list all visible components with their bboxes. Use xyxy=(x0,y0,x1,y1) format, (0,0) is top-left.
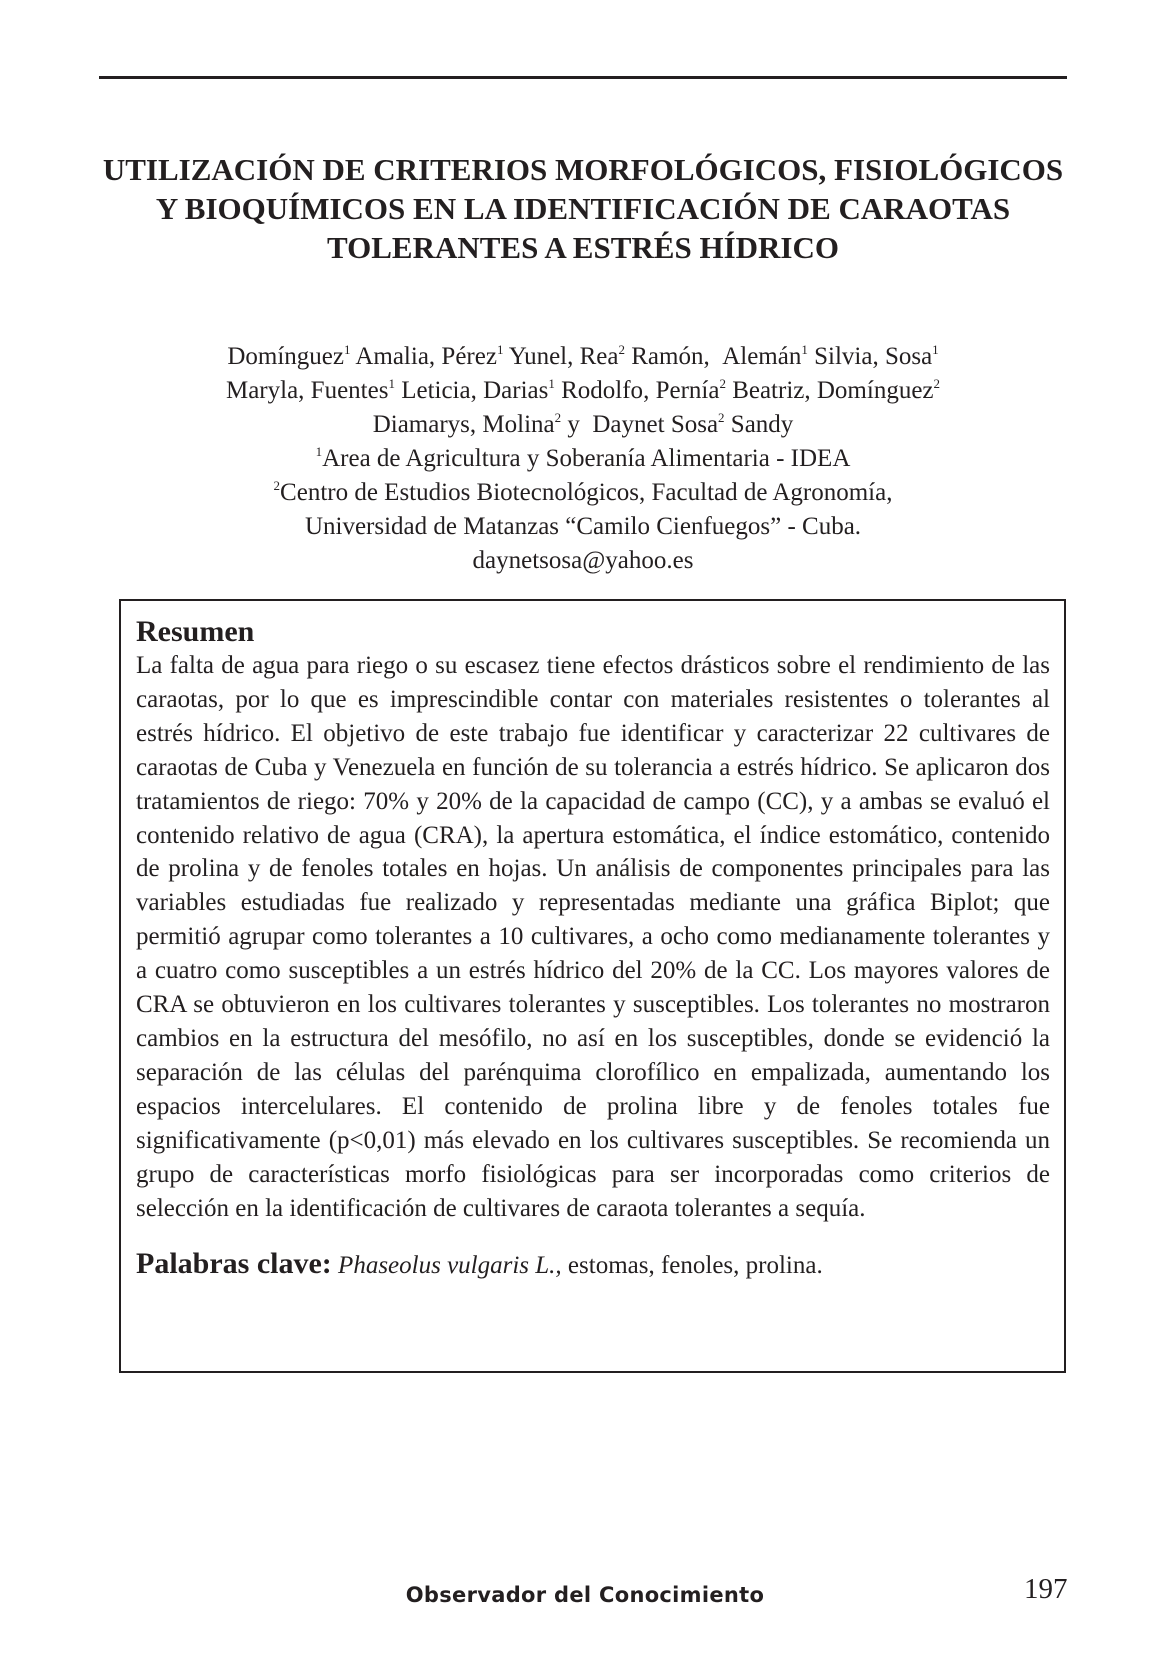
author-surname: Domínguez xyxy=(816,377,934,404)
abstract-box xyxy=(119,599,1066,1373)
author-surname: Daynet Sosa xyxy=(592,411,719,438)
author-given-name: Leticia xyxy=(401,377,471,404)
contact-email: daynetsosa@yahoo.es xyxy=(472,547,694,574)
abstract-heading: Resumen xyxy=(136,615,255,648)
abstract-body: La falta de agua para riego o su escasez tiene efectos drásticos sobre el rendimiento de las caraotas, por lo que es imprescindible contar con materiales resistentes o tolerantes al estrés hídrico. El objetivo de este trabajo fue identificar y caracterizar 22 cultivares de caraotas de Cuba y Venezuela en función de su tolerancia a estrés hídrico. Se aplicaron dos tratamientos de riego: 70% y 20% de la capacidad de campo (CC), y a ambas se evaluó el contenido relativo de agua (CRA), la apertura estomática, el índice estomático, contenido de prolina y de fenoles totales en hojas. Un análisis de componentes principales para las variables estudiadas fue realizado y representadas mediante una gráfica Biplot; que permitió agrupar como tolerantes a 10 cultivares, a ocho como medianamente tolerantes y a cuatro como susceptibles a un estrés hídrico del 20% de la CC. Los mayores valores de CRA se obtuvieron en los cultivares tolerantes y susceptibles. Los tolerantes no mostraron cambios en la estructura del mesófilo, no así en los susceptibles, donde se evidenció la separación de las células del parénquima clorofílico en empalizada, aumentando los espacios intercelulares. El contenido de prolina libre y de fenoles totales fue significativamente (p<0,01) más elevado en los cultivares susceptibles. Se recomienda un grupo de características morfo fisiológicas para ser incorporadas como criterios de selección en la identificación de cultivares de caraota tolerantes a sequía. xyxy=(136,652,1050,1222)
author-affiliation-mark: 2 xyxy=(618,342,625,357)
author-affiliation-mark: 2 xyxy=(933,376,941,391)
author-affiliation-mark: 1 xyxy=(932,342,939,357)
journal-name: Observador del Conocimiento xyxy=(405,1583,765,1607)
author-surname: Fuentes xyxy=(310,377,389,404)
author-line-1: Domínguez$^1$ Amalia, Pérez$^1$ Yunel, Rea$^2$ Ramón, Alemán$^1$ Silvia, Sosa$^1$ xyxy=(227,342,939,370)
author-affiliation-mark: 2 xyxy=(719,376,726,391)
top-rule xyxy=(99,76,1067,79)
author-given-name: Beatriz xyxy=(732,377,805,404)
author-given-name: Rodolfo xyxy=(561,377,644,404)
author-line-2: Maryla, Fuentes$^1$ Leticia, Darias$^1$ Rodolfo, Pernía$^2$ Beatriz, Domínguez$^2$ xyxy=(225,376,941,404)
affiliation-2 xyxy=(120,476,1046,510)
author-given-name: Maryla xyxy=(225,377,299,404)
affiliation-text: Area de Agricultura y Soberanía Alimentaria - IDEA xyxy=(322,445,851,472)
author-surname: Sosa xyxy=(884,343,933,370)
author-given-name: Amalia xyxy=(355,343,429,370)
author-affiliation-mark: 2 xyxy=(718,410,725,425)
author-surname: Rea xyxy=(579,343,619,370)
keywords-label: Palabras clave: xyxy=(136,1247,332,1281)
author-block xyxy=(120,340,1046,578)
affiliation-mark: 1 xyxy=(315,444,323,459)
author-given-name: Sandy xyxy=(730,411,794,438)
author-surname: Molina xyxy=(482,411,555,438)
author-surname: Pernía xyxy=(655,377,720,404)
author-affiliation-mark: 1 xyxy=(388,376,395,391)
author-affiliation-mark: 1 xyxy=(548,376,555,391)
author-surname: Alemán xyxy=(722,343,802,370)
keywords-species: Phaseolus vulgaris L., xyxy=(338,1252,562,1280)
author-surname: Pérez xyxy=(441,343,497,370)
paper-title: UTILIZACIÓN DE CRITERIOS MORFOLÓGICOS, FISIOLÓGICOS Y BIOQUÍMICOS EN LA IDENTIFICACIÓN DE CARAOTAS TOLERANTES A ESTRÉS HÍDRICO xyxy=(102,152,1064,265)
author-given-name: Ramón xyxy=(631,343,704,370)
author-affiliation-mark: 1 xyxy=(343,342,351,357)
author-affiliation-mark: 2 xyxy=(554,410,562,425)
affiliation-2-continued: Universidad de Matanzas “Camilo Cienfuegos” - Cuba. xyxy=(304,513,862,540)
author-given-name: Yunel xyxy=(508,343,568,370)
author-given-name: Diamarys xyxy=(372,411,470,438)
author-affiliation-mark: 1 xyxy=(496,342,504,357)
author-surname: Domínguez xyxy=(227,343,344,370)
author-given-name: Silvia xyxy=(814,343,873,370)
keywords xyxy=(136,1247,1050,1283)
author-line-3: Diamarys, Molina$^2$ y Daynet Sosa$^2$ Sandy xyxy=(372,410,794,438)
author-affiliation-mark: 1 xyxy=(801,342,808,357)
page-number: 197 xyxy=(1024,1573,1068,1605)
affiliation-text: Centro de Estudios Biotecnológicos, Facultad de Agronomía, xyxy=(280,479,893,506)
keywords-list: estomas, fenoles, prolina. xyxy=(561,1252,823,1280)
author-surname: Darias xyxy=(483,377,549,404)
affiliation-mark: 2 xyxy=(273,478,281,493)
affiliation-1 xyxy=(120,442,1046,476)
